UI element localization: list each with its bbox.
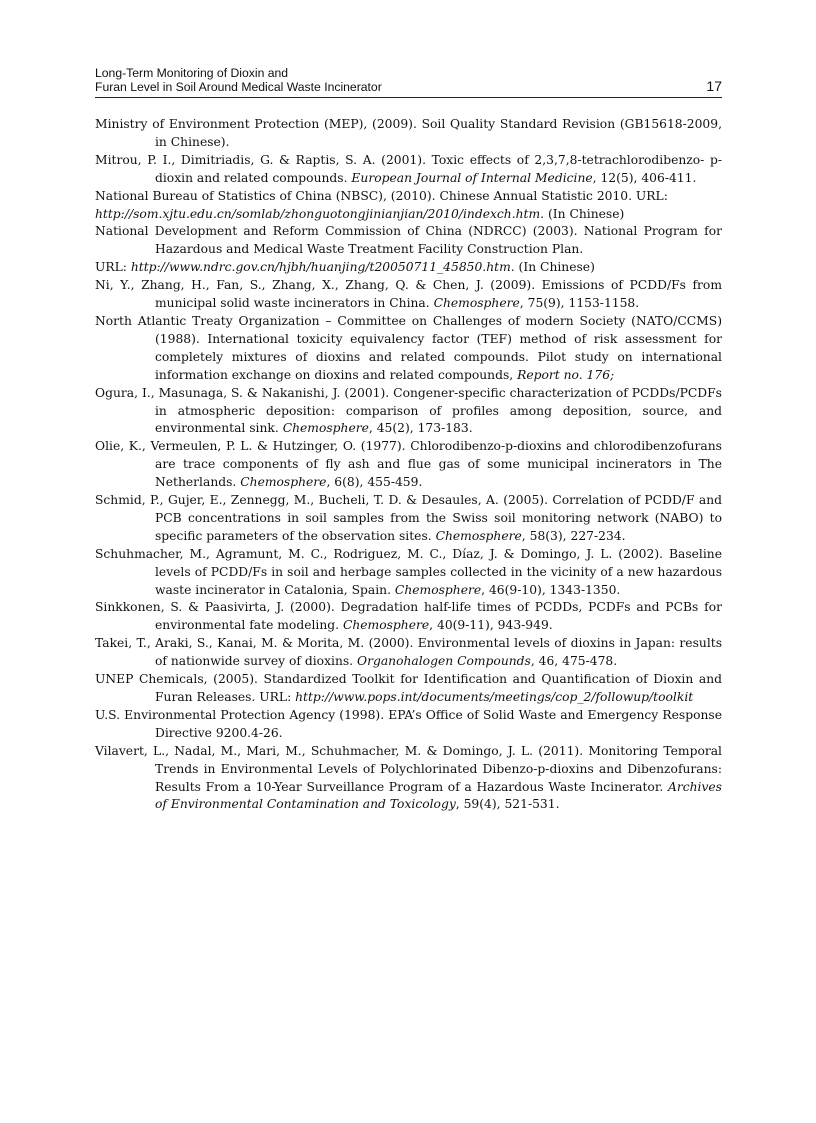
reference-italic: Report no. 176; <box>517 367 615 382</box>
reference-entry <box>95 635 722 671</box>
reference-entry <box>95 313 722 385</box>
reference-entry <box>95 259 722 277</box>
reference-tail: . (In Chinese) <box>540 206 625 221</box>
reference-tail: , 6(8), 455-459. <box>326 475 423 490</box>
reference-entry <box>95 188 722 206</box>
header-title-line-1: Long-Term Monitoring of Dioxin and <box>95 66 289 80</box>
reference-text: UNEP Chemicals, (2005). Standardized Toolkit for Identification and Quantification of Dioxin and Furan Releases. URL: <box>95 672 722 704</box>
reference-entry <box>95 492 722 546</box>
reference-entry <box>95 671 722 707</box>
reference-entry <box>95 223 722 259</box>
reference-text: U.S. Environmental Protection Agency (1998). EPA’s Office of Solid Waste and Emergency Response Directive 9200.4-26. <box>95 707 722 740</box>
reference-italic: European Journal of Internal Medicine <box>351 170 593 185</box>
reference-tail: , 58(3), 227-234. <box>521 528 626 543</box>
reference-tail: , 75(9), 1153-1158. <box>519 296 640 311</box>
running-header <box>95 66 722 94</box>
reference-italic: http://www.pops.int/documents/meetings/cop_2/followup/toolkit <box>295 690 694 704</box>
reference-text: Ni, Y., Zhang, H., Fan, S., Zhang, X., Zhang, Q. & Chen, J. (2009). Emissions of PCDD/Fs from municipal solid waste incinerators in China. <box>95 278 722 311</box>
reference-entry <box>95 116 722 152</box>
reference-text: Vilavert, L., Nadal, M., Mari, M., Schuhmacher, M. & Domingo, J. L. (2011). Monitoring Temporal Trends in Environmental Levels of Polychlorinated Dibenzo-p-dioxins and Dibenzofurans: Results From a 10-Year Surveillance Program of a Hazardous Waste Incinerator. <box>95 743 722 794</box>
reference-entry <box>95 385 722 439</box>
reference-text: North Atlantic Treaty Organization – Committee on Challenges of modern Society (NATO/CCMS) (1988). International toxicity equivalency factor (TEF) method of risk assessment for completely mixtures of dioxins and related compounds. Pilot study on international information exchange on dioxins and related compounds, <box>95 313 722 382</box>
reference-text: Mitrou, P. I., Dimitriadis, G. & Raptis, S. A. (2001). Toxic effects of 2,3,7,8-tetrachlorodibenzo- p-dioxin and related compounds. <box>95 152 722 185</box>
reference-entry <box>95 546 722 600</box>
reference-text: URL: <box>95 260 131 275</box>
reference-text: Schuhmacher, M., Agramunt, M. C., Rodriguez, M. C., Díaz, J. & Domingo, J. L. (2002). Baseline levels of PCDD/Fs in soil and herbage samples collected in the vicinity of a new hazardous waste incinerator in Catalonia, Spain. <box>95 546 722 597</box>
reference-tail: , 46, 475-478. <box>530 654 618 669</box>
reference-entry <box>95 206 722 224</box>
reference-list <box>95 116 722 814</box>
reference-entry <box>95 277 722 313</box>
page-number: 17 <box>706 78 722 94</box>
reference-italic: Chemosphere <box>240 475 327 490</box>
reference-text: Schmid, P., Gujer, E., Zennegg, M., Bucheli, T. D. & Desaules, A. (2005). Correlation of PCDD/F and PCB concentrations in soil samples from the Swiss soil monitoring network (NABO) to specific parameters of the observation sites. <box>95 493 722 543</box>
reference-text: National Development and Reform Commission of China (NDRCC) (2003). National Program for Hazardous and Medical Waste Treatment Facility Construction Plan. <box>95 224 722 257</box>
reference-tail: . (In Chinese) <box>510 260 595 275</box>
reference-italic: Organohalogen Compounds <box>357 654 531 669</box>
header-rule <box>95 97 722 98</box>
reference-italic: Chemosphere <box>433 296 520 311</box>
reference-italic: Archives of Environmental Contamination and Toxicology <box>155 779 722 812</box>
reference-entry <box>95 707 722 743</box>
reference-italic: Chemosphere <box>435 528 522 543</box>
reference-text: Takei, T., Araki, S., Kanai, M. & Morita, M. (2000). Environmental levels of dioxins in Japan: results of nationwide survey of dioxins. <box>95 636 722 669</box>
reference-italic: Chemosphere <box>282 421 369 436</box>
reference-entry <box>95 743 722 815</box>
reference-text: Olie, K., Vermeulen, P. L. & Hutzinger, O. (1977). Chlorodibenzo-p-dioxins and chlorodibenzofurans are trace components of fly ash and flue gas of some municipal incinerators in The Netherlands. <box>95 439 722 490</box>
reference-italic: Chemosphere <box>342 618 430 633</box>
reference-entry <box>95 438 722 492</box>
reference-text: Ogura, I., Masunaga, S. & Nakanishi, J. (2001). Congener-specific characterization of PCDDs/PCDFs in atmospheric deposition: comparison of profiles among deposition, source, and environmental sink. <box>95 385 722 436</box>
reference-tail: , 45(2), 173-183. <box>368 421 473 436</box>
reference-tail: , 12(5), 406-411. <box>592 170 697 185</box>
reference-text: Ministry of Environment Protection (MEP), (2009). Soil Quality Standard Revision (GB15618-2009, in Chinese). <box>95 117 722 149</box>
reference-entry <box>95 152 722 188</box>
reference-tail: , 59(4), 521-531. <box>455 797 560 812</box>
reference-italic: Chemosphere <box>394 582 482 597</box>
reference-entry <box>95 599 722 635</box>
reference-italic: http://www.ndrc.gov.cn/hjbh/huanjing/t20050711_45850.htm <box>130 260 511 275</box>
reference-italic: http://som.xjtu.edu.cn/somlab/zhonguotongjinianjian/2010/indexch.htm <box>95 206 541 221</box>
reference-tail: , 40(9-11), 943-949. <box>429 618 553 633</box>
header-title-line-2: Furan Level in Soil Around Medical Waste Incinerator <box>95 80 382 94</box>
reference-tail: , 46(9-10), 1343-1350. <box>481 582 621 597</box>
reference-text: National Bureau of Statistics of China (NBSC), (2010). Chinese Annual Statistic 2010. URL: <box>95 188 668 203</box>
reference-text: Sinkkonen, S. & Paasivirta, J. (2000). Degradation half-life times of PCDDs, PCDFs and PCBs for environmental fate modeling. <box>95 600 722 633</box>
